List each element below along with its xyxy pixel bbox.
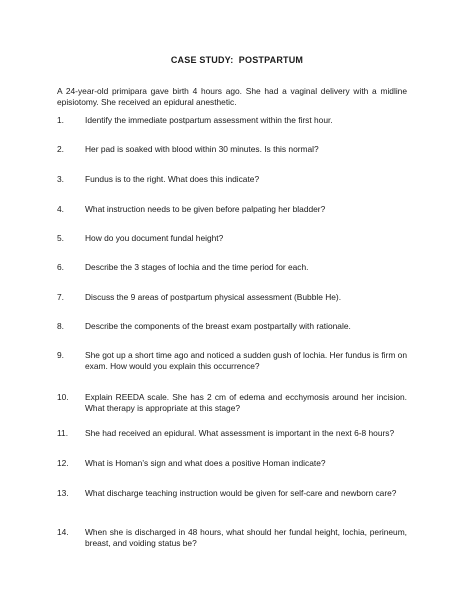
question-item [57,233,407,244]
question-text: She had received an epidural. What assessment is important in the next 6-8 hours? [85,428,395,438]
question-number: 3. [57,174,64,184]
question-number: 2. [57,144,64,154]
question-item [57,350,407,372]
question-text: What is Homan’s sign and what does a positive Homan indicate? [85,458,326,468]
page-title: CASE STUDY: POSTPARTUM [170,55,304,65]
question-text: Explain REEDA scale. She has 2 cm of edema and ecchymosis around her incision. What therapy is appropriate at this stage? [85,392,407,413]
question-item [57,392,407,414]
question-item [57,488,407,499]
question-item [57,115,407,126]
question-text: Discuss the 9 areas of postpartum physical assessment (Bubble He). [85,292,342,302]
question-text: What instruction needs to be given before palpating her bladder? [85,204,326,214]
question-item [57,174,407,185]
question-text: What discharge teaching instruction would be given for self-care and newborn care? [85,488,397,498]
question-item [57,458,407,469]
question-number: 9. [57,350,64,360]
question-item [57,144,407,155]
question-text: How do you document fundal height? [85,233,224,243]
question-item [57,262,407,273]
question-number: 12. [57,458,69,468]
question-text: Fundus is to the right. What does this indicate? [85,174,260,184]
question-number: 7. [57,292,64,302]
question-number: 8. [57,321,64,331]
question-item [57,321,407,332]
question-item [57,292,407,303]
question-text: Describe the components of the breast exam postpartally with rationale. [85,321,351,331]
question-number: 14. [57,527,69,537]
question-item [57,527,407,549]
question-number: 13. [57,488,69,498]
case-intro: A 24-year-old primipara gave birth 4 hours ago. She had a vaginal delivery with a midline episiotomy. She received an epidural anesthetic. [57,86,407,107]
question-text: She got up a short time ago and noticed a sudden gush of lochia. Her fundus is firm on exam. How would you explain this occurrence? [85,350,407,371]
question-text: When she is discharged in 48 hours, what should her fundal height, lochia, perineum, breast, and voiding status be? [85,527,407,548]
question-number: 10. [57,392,69,402]
question-text: Identify the immediate postpartum assessment within the first hour. [85,115,333,125]
question-item [57,204,407,215]
question-number: 6. [57,262,64,272]
question-number: 5. [57,233,64,243]
question-text: Describe the 3 stages of lochia and the time period for each. [85,262,309,272]
question-number: 11. [57,428,69,438]
question-number: 4. [57,204,64,214]
question-item [57,428,407,439]
question-text: Her pad is soaked with blood within 30 minutes. Is this normal? [85,144,319,154]
question-number: 1. [57,115,64,125]
